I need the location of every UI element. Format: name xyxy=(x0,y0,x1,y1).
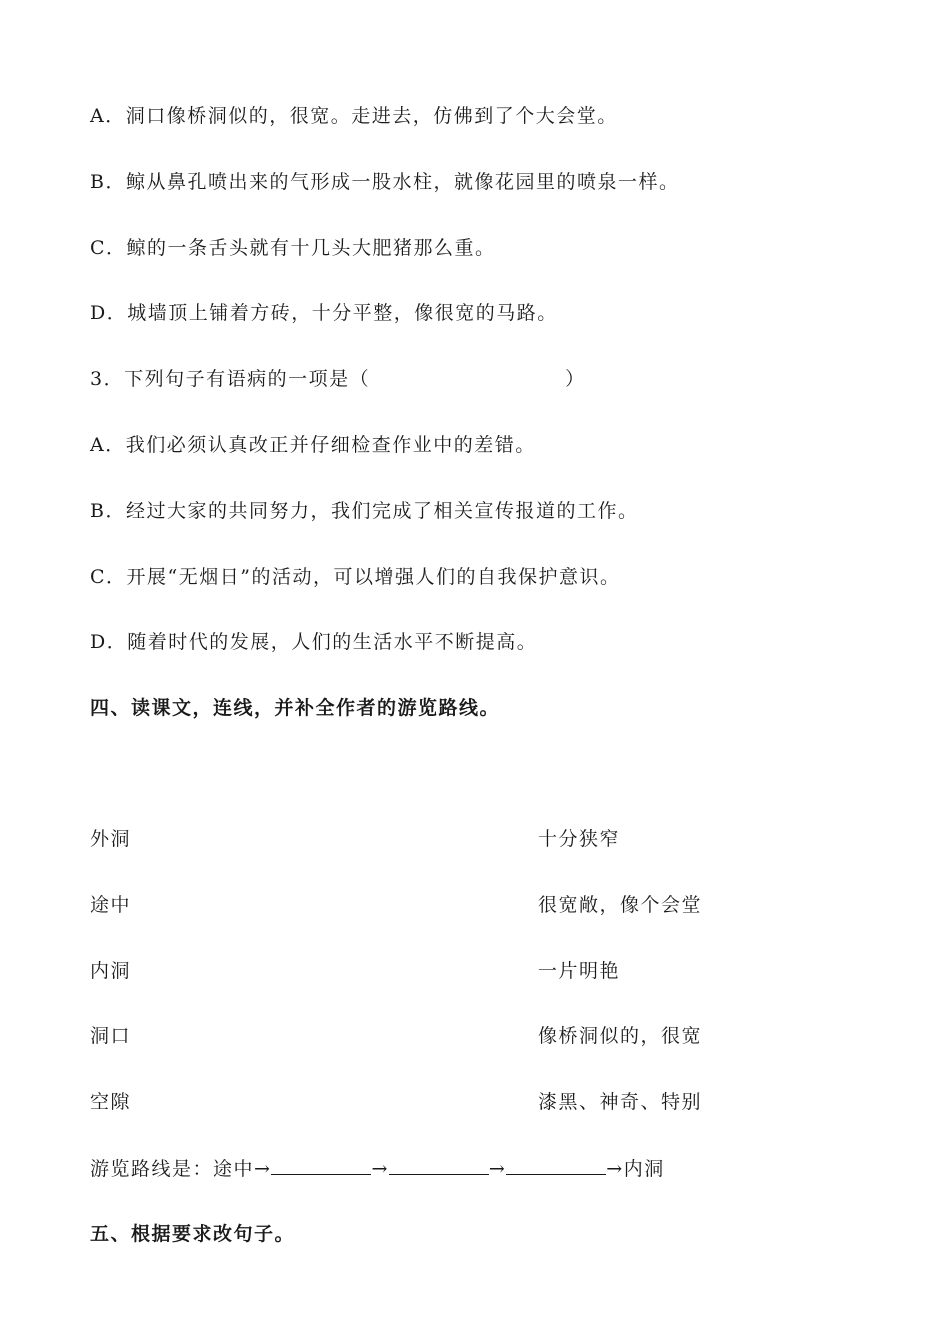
arrow-icon: → xyxy=(371,1158,389,1180)
right-item: 漆黑、神奇、特别 xyxy=(538,1091,703,1113)
route-label: 游览路线是：途中 xyxy=(90,1158,255,1180)
q2-option-c: C．鲸的一条舌头就有十几头大肥猪那么重。 xyxy=(90,237,496,259)
right-item: 很宽敞，像个会堂 xyxy=(538,894,703,916)
q2-option-a: A．洞口像桥洞似的，很宽。走进去，仿佛到了个大会堂。 xyxy=(90,105,618,127)
section-5-title: 五、根据要求改句子。 xyxy=(90,1223,296,1245)
q3-option-c: C．开展“无烟日”的活动，可以增强人们的自我保护意识。 xyxy=(90,566,621,588)
q2-option-b: B．鲸从鼻孔喷出来的气形成一股水柱，就像花园里的喷泉一样。 xyxy=(90,171,680,193)
route-blank[interactable] xyxy=(271,1154,371,1175)
route-blank[interactable] xyxy=(389,1154,489,1175)
q2-option-d: D．城墙顶上铺着方砖，十分平整，像很宽的马路。 xyxy=(90,302,558,324)
left-item: 途中 xyxy=(90,894,132,916)
question-3 xyxy=(90,365,586,393)
q3-option-a: A．我们必须认真改正并仔细检查作业中的差错。 xyxy=(90,434,536,456)
arrow-icon: → xyxy=(488,1158,507,1180)
route-end: 内洞 xyxy=(623,1158,665,1180)
arrow-icon: → xyxy=(254,1158,272,1180)
q3-option-d: D．随着时代的发展，人们的生活水平不断提高。 xyxy=(90,631,538,653)
left-item: 空隙 xyxy=(90,1091,132,1113)
question-3-stem: 3．下列句子有语病的一项是（ xyxy=(90,368,371,390)
section-4-title: 四、读课文，连线，并补全作者的游览路线。 xyxy=(90,697,501,719)
left-item: 外洞 xyxy=(90,828,132,850)
q3-option-b: B．经过大家的共同努力，我们完成了相关宣传报道的工作。 xyxy=(90,500,639,522)
right-item: 十分狭窄 xyxy=(538,828,621,850)
route-blank[interactable] xyxy=(506,1154,606,1175)
right-item: 像桥洞似的，很宽 xyxy=(538,1025,703,1047)
arrow-icon: → xyxy=(606,1158,624,1180)
left-item: 洞口 xyxy=(90,1025,132,1047)
route-line xyxy=(90,1154,665,1183)
right-item: 一片明艳 xyxy=(538,960,621,982)
question-3-close: ） xyxy=(565,368,586,390)
left-item: 内洞 xyxy=(90,960,132,982)
